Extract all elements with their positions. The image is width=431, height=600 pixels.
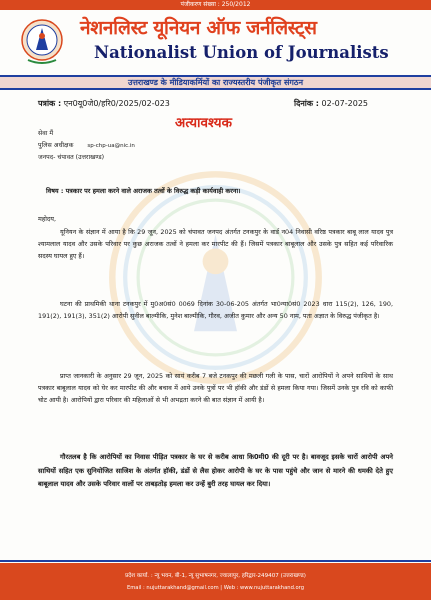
date-value: 02-07-2025 <box>321 99 369 108</box>
recipient-location: जनपद- चंपावत (उत्तराखण्ड) <box>38 154 105 161</box>
recipient-title <box>38 140 135 152</box>
paragraph-1: यूनियन के संज्ञान में आया है कि 29 जून, 2025 को चंपावत जनपद अंतर्गत टनकपुर के वार्ड न04 निवासी वरिष्ठ पत्रकार बाबू लाल यादव पुत्र श्यामलाल यादव और उसके परिवार पर कुछ अराजक तत्वों ने हमला कर मारपीट की हैं। जिसमें पत्रकार बाबूलाल और उसके पुत्र सहित कई परिवारिक सदस्य घायल हुए हैं। <box>38 228 393 260</box>
reference-number <box>38 98 170 109</box>
footer-divider <box>0 560 431 562</box>
reference-label: पत्रांक : <box>38 99 62 108</box>
paragraph-2: घटना की प्राथमिकी थाना टनकपुर में मु0अ0सं0 0069 दिनांक 30-06-205 अंतर्गत भा0न्या0सं0 2023 धारा 115(2), 126, 190, 191(2), 191(3), 351(2) आरोपी सुनील बाल्मीकि, मुनेश बाल्मीकि, गौरव, अजीत कुमार और अन्य 50 नाम, पता अज्ञात के विरुद्ध पंजीकृत है। <box>38 300 393 320</box>
footer-band <box>0 563 431 600</box>
tagline-band <box>0 75 431 90</box>
letter-salutation: महोदय, <box>38 215 57 223</box>
footer-address: प्रदेश कार्या. : न्यू भवन, बी-1, न्यू सुभाषनगर, ज्वालापुर, हरिद्वार-249407 (उत्तराखण्ड) <box>125 573 306 579</box>
recipient-email: sp-chp-ua@nic.in <box>87 143 135 149</box>
union-title-english: Nationalist Union of Journalists <box>94 43 389 62</box>
registration-number: पंजीकरण संख्या : 250/2012 <box>180 1 251 8</box>
letter-date <box>294 98 368 109</box>
letter-subject: विषय : पत्रकार पर हमला करने वाले अराजक तत्वों के विरुद्ध कड़ी कार्यवाही करना। <box>46 187 241 195</box>
urgent-heading: अत्यावश्यक <box>175 115 232 131</box>
tagline: उत्तराखण्ड के मीडियाकर्मियों का राज्यस्तरीय पंजीकृत संगठन <box>127 78 304 87</box>
paragraph-4: गौरतलब है कि आरोपियों का निवास पीड़ित पत्रकार के घर से करीब आधा कि0मी0 की दूरी पर है। बावजूद इसके चारों आरोपी अपने साथियों सहित एक सुनियोजित साजिश के अंतर्गत हॉकी, डंडों से लैस होकर आरोपी के घर के पास पहुंचे और जान से मारने की धमकी देते हुए बाबूलाल यादव और उसके परिवार वालों पर ताबड़तोड़ हमला कर उन्हें बुरी तरह घायल कर दिया। <box>38 453 393 488</box>
date-label: दिनांक : <box>294 99 319 108</box>
union-title-hindi: नेशनलिस्ट यूनियन ऑफ जर्नलिस्ट्स <box>80 17 317 39</box>
union-logo-icon <box>20 16 64 68</box>
reference-value: एन0यू0जे0/हरि0/2025/02-023 <box>63 99 170 108</box>
recipient-salutation: सेवा मैं <box>38 130 54 137</box>
footer-contact: Email : nujuttarakhand@gmail.com | Web : www.nujuttarakhand.org <box>126 585 305 591</box>
paragraph-3: प्राप्त जानकारी के अनुसार 29 जून, 2025 को सायं करीब 7 बजे टनकपुर की मछली गली के पास, चारों आरोपियों ने अपने साथियों के साथ पत्रकार बाबूलाल यादव को घेर कर मारपीट की और बचाव में आये उनके पुत्रों पर भी हॉकी और डंडों से हमला किया गया। जिसमें उनके पुत्र रवि को काफी चोट आयी है। आरोपियों द्वारा परिवार की महिलाओं से भी अभद्रता करने की बात संज्ञान में आयी है। <box>38 372 393 404</box>
watermark-emblem-icon <box>108 170 323 385</box>
recipient-address <box>38 128 135 164</box>
recipient-designation: पुलिस अधीक्षक <box>38 142 74 149</box>
